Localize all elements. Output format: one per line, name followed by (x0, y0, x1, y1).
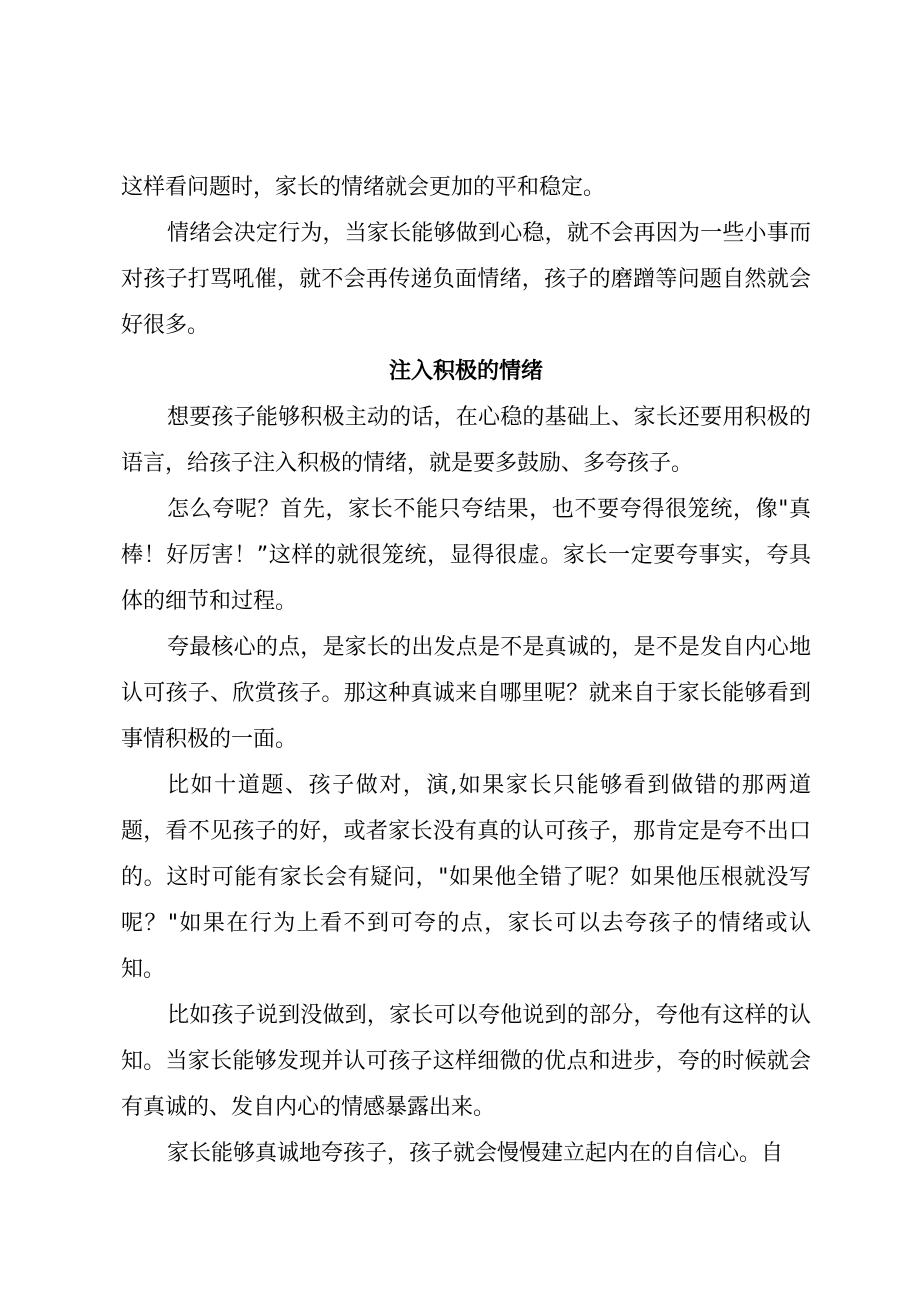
paragraph: 家长能够真诚地夸孩子，孩子就会慢慢建立起内在的自信心。自 (167, 1141, 784, 1166)
paragraph: 想要孩子能够积极主动的话，在心稳的基础上、家长还要用积极的语言，给孩子注入积极的情绪，就是要多鼓励、多夸孩子。 (121, 405, 811, 476)
paragraph: 夸最核心的点，是家长的出发点是不是真诚的，是不是发自内心地认可孩子、欣赏孩子。那这种真诚来自哪里呢？就来自于家长能够看到事情积极的一面。 (121, 635, 811, 752)
section-heading: 注入积极的情绪 (388, 359, 543, 384)
paragraph: 情绪会决定行为，当家长能够做到心稳，就不会再因为一些小事而对孩子打骂吼催，就不会再传递负面情绪，孩子的磨蹭等问题自然就会好很多。 (121, 221, 811, 338)
paragraph: 比如十道题、孩子做对，演,如果家长只能够看到做错的那两道题，看不见孩子的好，或者家长没有真的认可孩子，那肯定是夸不出口的。这时可能有家长会有疑问，"如果他全错了呢？如果他压根就没写呢？"如果在行为上看不到可夸的点，家长可以去夸孩子的情绪或认知。 (121, 773, 811, 982)
document-body (121, 165, 811, 1177)
paragraph: 这样看问题时，家长的情绪就会更加的平和稳定。 (121, 175, 606, 200)
paragraph: 怎么夸呢？首先，家长不能只夸结果，也不要夸得很笼统，像"真棒！好厉害！”这样的就很笼统，显得很虚。家长一定要夸事实，夸具体的细节和过程。 (121, 497, 811, 614)
paragraph: 比如孩子说到没做到，家长可以夸他说到的部分，夸他有这样的认知。当家长能够发现并认可孩子这样细微的优点和进步，夸的时候就会有真诚的、发自内心的情感暴露出来。 (121, 1003, 811, 1120)
